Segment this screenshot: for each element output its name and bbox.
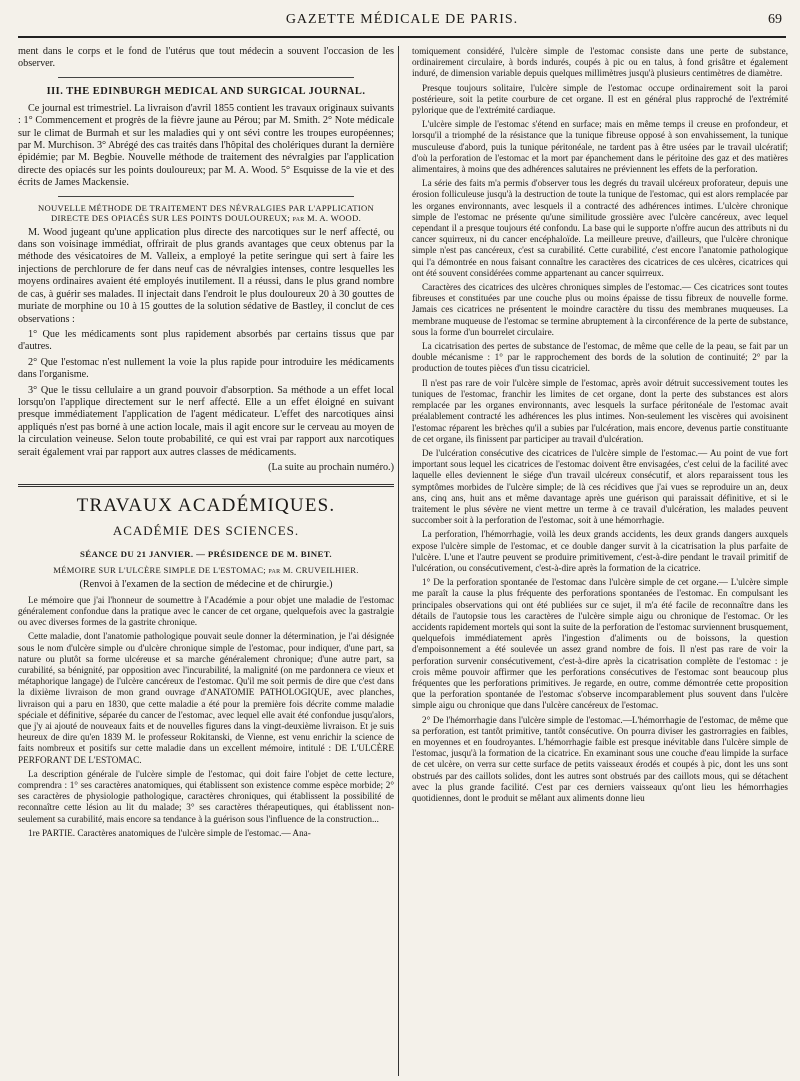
- paragraph: 1° De la perforation spontanée de l'estomac dans l'ulcère simple de cet organe.— L'ulcère simple me paraît la cause la plus fréquente des perforations spontanées de l'estomac. En compulsant les principales observations qui ont été publiées sur ce sujet, il m'a été facile de reconnaître dans les détails de l'autopsie tous les caractères de l'ulcère simple aigu ou chronique de l'estomac. Or les accidents rapidement mortels qui sont la suite de la perforation de l'estomac surviennent brusquement, quelquefois immédiatement après l'ingestion d'aliments ou de boissons, la question d'empoisonnement a été soulevée un assez grand nombre de fois. Il n'est pas rare de voir la perforation survenir consécutivement, c'est-à-dire après la cicatrisation complète de l'estomac : je crois même pouvoir affirmer que les perforations consécutives de l'estomac sont beaucoup plus fréquentes que les perforations primitives. Je regarde, en outre, comme démontrée cette proposition que la perforation spontanée de l'estomac s'observe incomparablement plus souvent dans l'ulcère simple aigu ou chronique que dans l'ulcère cancéreux de l'estomac.: [412, 577, 788, 711]
- paragraph: De l'ulcération consécutive des cicatrices de l'ulcère simple de l'estomac.— Au point de vue fort important sous lequel les cicatrices de l'estomac doivent être envisagées, c'est celui de la facilité avec laquelle elles deviennent le siége d'un travail ulcéreux consécutif, et alors reparaissent tous les symptômes morbides de l'ulcère simple; de là ces récidives que j'ai vues se reproduire un an, deux ans, cinq ans, huit ans et même davantage après une guérison qui paraissait définitive, et si le traitement le plus sévère ne vient mettre un terme à ce travail d'ulcération, les malades peuvent succomber soit à la perforation de l'estomac, soit à une hémorrhagie.: [412, 447, 788, 526]
- subsection-title: ACADÉMIE DES SCIENCES.: [112, 523, 300, 539]
- paragraph: 2° De l'hémorrhagie dans l'ulcère simple de l'estomac.—L'hémorrhagie de l'estomac, de même que sa perforation, est tantôt primitive, tantôt consécutive. On pourra diviser les gastrorragies en faibles, en moyennes et en foudroyantes. L'hémorrhagie faible est presque inévitable dans l'ulcère simple de l'estomac, jusqu'à la formation de la cicatrice. En examinant sous une couche d'eau limpide la surface de cet ulcère, on verra sur cette surface de petits vaisseaux érodés et coupés à pic, dont les uns sont obstrués par des caillots solides, dont les autres sont obstrués par des caillots mous, qui se détachent avec la plus grande facilité. C'est par ces derniers vaisseaux qu'ont lieu les hémorrhagies quotidiennes, dont le produit se mêlant aux aliments donne lieu: [412, 714, 788, 803]
- section-heading: III. THE EDINBURGH MEDICAL AND SURGICAL JOURNAL.: [46, 85, 366, 97]
- paragraph: 1re PARTIE. Caractères anatomiques de l'ulcère simple de l'estomac.— Ana-: [28, 827, 311, 838]
- section-divider: [18, 484, 394, 487]
- paragraph: La cicatrisation des pertes de substance de l'estomac, de même que celle de la peau, se fait par un double mécanisme : 1° par le rapprochement des bords de la solution de continuité; 2° par la production de toutes pièces d'un tissu cicatriciel.: [412, 341, 788, 374]
- section-title: TRAVAUX ACADÉMIQUES.: [76, 495, 336, 517]
- right-column: [412, 46, 788, 1076]
- paragraph: M. Wood jugeant qu'une application plus directe des narcotiques sur le nerf affecté, ou dans son voisinage immédiat, offrirait de plus grands avantages que ceux obtenus par la méthode des vésicatoires de M. Valleix, a employé la petite seringue qui sert à faire les injections de perchlorure de fer dans neuf cas de névralgies intenses, contre lesquelles les moyens ordinaires avaient été employés inutilement. Il a réussi, dans le plus grand nombre de cas, à guérir ses malades. Il injectait dans l'endroit le plus douloureux 20 à 30 gouttes de muriate de morphine ou 10 à 15 gouttes de la solution sédative de Bastley, il conclut de ces observations :: [18, 226, 394, 325]
- left-column: [18, 46, 394, 1076]
- session-line: SÉANCE DU 21 JANVIER. — PRÉSIDENCE DE M. BINET.: [79, 549, 333, 560]
- divider: [58, 196, 354, 197]
- paragraph: Caractères des cicatrices des ulcères chroniques simples de l'estomac.— Ces cicatrices sont toutes fibreuses et constituées par une couche plus ou moins épaisse de tissu fibreux de nouvelle forme. Jamais ces cicatrices ne présentent le moindre caractère du tissu des membranes muqueuses. La membrane muqueuse de l'estomac se termine abruptement à la circonférence de la perte de substance, sous la forme d'un bourrelet circulaire.: [412, 282, 788, 337]
- continuation-note: (La suite au prochain numéro.): [268, 461, 394, 473]
- memoir-title: MÉMOIRE SUR L'ULCÈRE SIMPLE DE L'ESTOMAC; par M. CRUVEILHIER.: [53, 565, 359, 576]
- paragraph: La perforation, l'hémorrhagie, voilà les deux grands accidents, les deux grands dangers auxquels expose l'ulcère simple de l'estomac, et ce double danger survit à la cicatrisation la plus parfaite de l'ulcère. L'une et l'autre peuvent se produire primitivement, c'est-à-dire pendant le travail primitif de l'ulcération, ou consécutivement, c'est-à-dire après la formation de la cicatrice.: [412, 529, 788, 573]
- paragraph: Presque toujours solitaire, l'ulcère simple de l'estomac occupe ordinairement soit la paroi postérieure, soit la petite courbure de cet organe. Il est en général plus rapproché de l'extrémité pylorique que de l'extrémité cardiaque.: [412, 82, 788, 116]
- paragraph: La description générale de l'ulcère simple de l'estomac, qui doit faire l'objet de cette lecture, comprendra : 1° ses caractères anatomiques, qui établissent son existence comme espèce morbide; 2° ses caractères de physiologie pathologique, caractères chroniques, qui établissent la possibilité de reconnaître cette lésion au lit du malade; 3° ses caractères thérapeutiques, qui établissent non-seulement sa curabilité, mais encore sa tendance à la guérison sous l'influence de la construction...: [18, 768, 394, 824]
- paragraph: 1° Que les médicaments sont plus rapidement absorbés par certains tissus que par d'autres.: [18, 328, 394, 353]
- paragraph: L'ulcère simple de l'estomac s'étend en surface; mais en même temps il creuse en profondeur, et lorsqu'il a triomphé de la résistance que la tunique fibreuse opposé à son envahissement, la tunique musculeuse d'abord, puis la tunique péritonéale, ne tardent pas à être usées par le travail ulcératif; d'où la perforation de l'estomac et la mort par épanchement dans le péritoine des gaz et des matières alimentaires, à moins que des adhérences salutaires ne préviennent les effets de la perforation.: [412, 119, 788, 175]
- page-header: [18, 6, 786, 38]
- paragraph: 3° Que le tissu cellulaire a un grand pouvoir d'absorption. Sa méthode a un effet local lorsqu'on l'applique directement sur le nerf affecté. Elle a un effet éloigné en suivant presque immédiatement l'application de l'agent médicateur. L'effet des narcotiques ainsi appliqués n'est pas borné à une action locale, mais il agit encore sur le cerveau au moyen de la circulation veineuse. Selon toute probabilité, ce qui est vrai par rapport aux narcotiques serait également vrai par rapport aux autres classes de médicaments.: [18, 384, 394, 458]
- paragraph: tomiquement considéré, l'ulcère simple de l'estomac consiste dans une perte de substance, ordinairement circulaire, à bords indurés, coupés à pic ou en talus, à fond grisâtre et également induré, de dimension variable depuis quelques millimètres jusqu'à plusieurs centimètres de diamètre.: [412, 46, 788, 79]
- paragraph: ment dans le corps et le fond de l'utérus que tout médecin a souvent l'occasion de les observer.: [18, 46, 394, 70]
- paragraph: Ce journal est trimestriel. La livraison d'avril 1855 contient les travaux originaux suivants : 1° Commencement et progrès de la fièvre jaune au Pérou; par M. Smith. 2° Note médicale sur le climat de Burmah et sur les maladies qui y ont sévi contre les troupes européennes; par M. Murchison. 3° Abrégé des cas traités dans l'hôpital des cholériques durant la dernière épidémie; par M. Begbie. Nouvelle méthode de traitement des névralgies par l'application directe des opiacés sur les points douloureux; par M. A. Wood. 5° Esquisse de la vie et des écrits de James Mackensie.: [18, 102, 394, 189]
- divider: [58, 77, 354, 78]
- article-heading: NOUVELLE MÉTHODE DE TRAITEMENT DES NÉVRALGIES PAR L'APPLICATION DIRECTE DES OPIACÉS SUR LES POINTS DOULOUREUX; par M. A. WOOD.: [37, 202, 375, 223]
- paragraph: Le mémoire que j'ai l'honneur de soumettre à l'Académie a pour objet une maladie de l'estomac généralement confondue dans la pratique avec le cancer de cet organe, quelquefois avec la gastralgie ou avec diverses formes de la gastrite chronique.: [18, 594, 394, 628]
- paragraph: Cette maladie, dont l'anatomie pathologique pouvait seule donner la détermination, je l'ai désignée sous le nom d'ulcère simple ou d'ulcère chronique simple de l'estomac, pour indiquer, d'une part, sa nature ou plutôt sa forme ulcéreuse et sa marche généralement chronique; d'une autre part, sa curabilité, sa bénignité, par opposition avec l'incurabilité, la malignité (on me pardonnera ce vieux et métaphorique langage) de l'ulcère cancéreux de l'estomac. Qu'il me soit permis de dire que c'est dans la dixième livraison de mon grand ouvrage d'ANATOMIE PATHOLOGIQUE, avec planches, livraison qui a paru en 1830, que cette maladie a été pour la première fois décrite comme maladie spéciale et définitive, séparée du cancer de l'estomac, avec lequel elle avait été confondue jusqu'alors, que j'y ai ajouté de nouveaux faits et de nouvelles figures dans la vingt-deuxième livraison. Et je suis heureux de dire qu'en 1839 M. le professeur Rokitanski, de Vienne, est venu enrichir la science de faits nombreux et positifs sur cette maladie dans un excellent mémoire, intitulé : DE L'ULCÈRE PERFORANT DE L'ESTOMAC.: [18, 631, 394, 765]
- paragraph: 2° Que l'estomac n'est nullement la voie la plus rapide pour introduire les médicaments dans l'organisme.: [18, 356, 394, 381]
- referral-note: (Renvoi à l'examen de la section de médecine et de chirurgie.): [79, 579, 333, 591]
- paragraph: La série des faits m'a permis d'observer tous les degrés du travail ulcéreux proforateur, depuis une érosion folliculeuse jusqu'à la destruction de toute la tunique de l'estomac, qui est alors remplacée par les organes environnants, avec lesquels il a contracté des adhérences intimes. L'ulcère chronique simple de l'estomac ne présente qu'une similitude grossière avec l'ulcère cancéreux, avec lequel cependant il a presque toujours été confondu. La base qui le supporte n'offre aucun des attributs ni du cancer squirreux, ni du cancer encéphaloïde. La meilleure preuve, d'ailleurs, que l'ulcère chronique simple n'est pas cancéreux, c'est sa curabilité. Cette curabilité, c'est encore l'anatomie pathologique qui l'a démontrée en nous faisant connaître les caractères des cicatrices de ces ulcères, cicatrices qui ont été souvent considérées comme appartenant au cancer squirreux.: [412, 178, 788, 278]
- column-divider: [398, 46, 399, 1076]
- paragraph: Il n'est pas rare de voir l'ulcère simple de l'estomac, après avoir détruit successivement toutes les tuniques de l'estomac, franchir les limites de cet organe, dont la perte des substances est alors remplacée par les organes environnants, avec lesquels la surface péritonéale de l'estomac avait préalablement contracté les adhérences les plus intimes. Non-seulement les viscères qui avoisinent l'estomac réparent les brèches qu'il a subies par l'ulcération, mais encore, devenus partie constituante de cet organe, ils finissent par participer au travail d'ulcération.: [412, 377, 788, 444]
- running-title: GAZETTE MÉDICALE DE PARIS.: [285, 12, 519, 27]
- page-number: 69: [768, 12, 782, 27]
